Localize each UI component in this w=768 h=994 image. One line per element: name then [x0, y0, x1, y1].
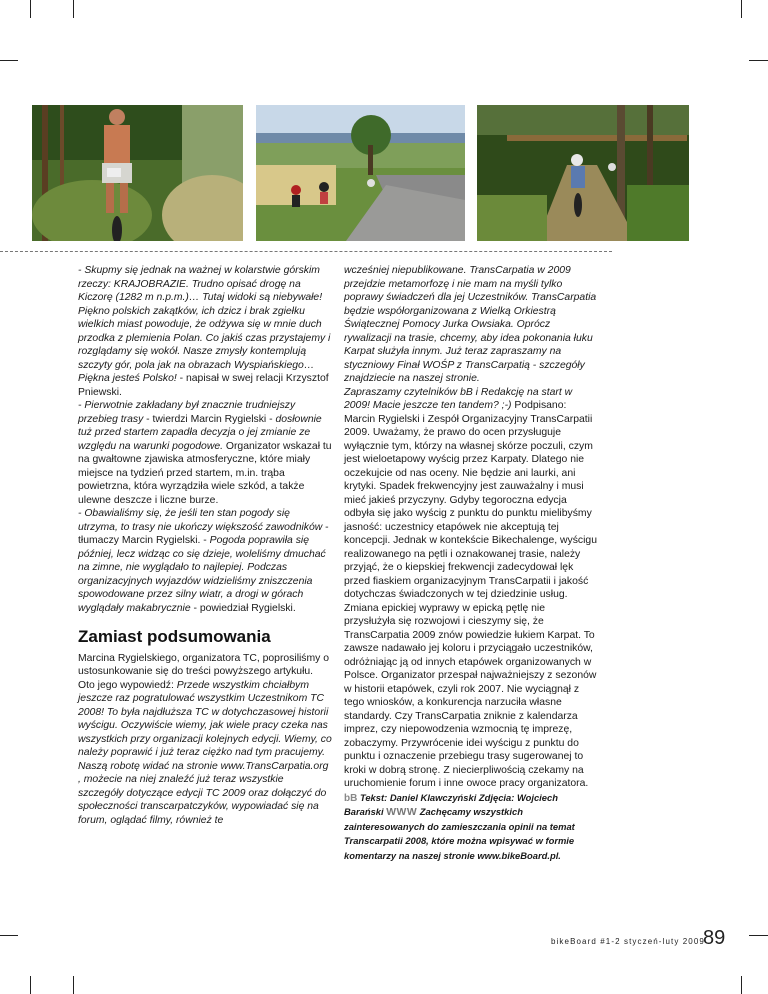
- paragraph-text: - powiedział Rygielski.: [190, 602, 296, 614]
- footer-issue: bikeBoard #1-2 styczeń-luty 2009: [551, 937, 705, 946]
- quote-text: Pogoda poprawiła się później, lecz widząc co się dzieje, woleliśmy dmuchać na zimne, nie wyglądało to najlepiej. Podczas organizacyjnych wyjazdów widzieliśmy zniszczenia spowodowane przez silny wiatr, a drogi w górach wyglądały makabrycznie: [78, 535, 326, 614]
- credits-text: Tekst: Daniel Klawczyński Zdjęcia: Wojciech Barański: [344, 791, 558, 817]
- paragraph: [78, 399, 332, 507]
- paragraph-text: - twierdzi Marcin Rygielski -: [143, 413, 276, 425]
- left-column: [78, 264, 332, 827]
- signature-text: Podpisano: Marcin Rygielski i Zespół Organizacyjny TransCarpatii 2009.: [344, 400, 593, 438]
- quote-text: - Pierwotnie zakładany był znacznie trudniejszy przebieg trasy: [78, 400, 296, 425]
- www-mark: WWW: [386, 807, 418, 818]
- paragraph-text: Uważamy, że prawo do ocen przysługuje wyłącznie tym, którzy na własnej skórze poczuli, czym jest wieloetapowy wyścig przez Karpaty. Dlatego nie oczekujcie od nas oceny. Nie będzie ani laurki, ani krytyki. Spadek frekwencyjny jest zauważalny i musi mieć jakieś przyczyny. Gdyby tegoroczna edycja odbyła się jako wyścig z punktu do punktu mielibyśmy jasność: uczestnicy etapówek nie akceptują tej koncepcji. Jednak w kontekście Bikechalenge, wyścigu realizowanego na pętli i oznakowanej trasie, należy przyjąć, że o kiepskiej frekwencji zadecydował lęk przed fiaskiem organizacyjnym TransCarpatii i jakość dotychczas świadczonych w tej dziedzinie usług.: [344, 427, 597, 600]
- credits-invite: Zachęcamy wszystkich zainteresowanych do zamieszczania opinii na temat Transcarpatii 2008, które można wpisywać w formie komentarzy na naszej stronie www.bikeBoard.pl.: [344, 806, 575, 861]
- crop-mark: [0, 60, 18, 61]
- crop-mark: [749, 935, 768, 936]
- crop-mark: [741, 976, 742, 994]
- quote-text: - Skupmy się jednak na ważnej w kolarstwie górskim rzeczy: KRAJOBRAZIE. Trudno opisać drogę na Kiczorę (1282 m n.p.m.)… Tutaj widoki są niebywałe! Piękno polskich zakątków, ich dzicz i brak zgiełku wielkich miast powoduje, że odżywa się w mnie duch przodka z plemienia Polan. Co jakiś czas przystajemy i rozglądamy się wokół. Nasze zmysły kontemplują szczyty gór, pola jak na obrazach Wyspiańskiego… Piękna jesteś Polsko!: [78, 265, 331, 384]
- crop-mark: [73, 976, 74, 994]
- section-heading: Zamiast podsumowania: [78, 627, 271, 646]
- paragraph: [344, 602, 598, 864]
- quote-text: Zapraszamy czytelników bB i Redakcję na start w 2009! Macie jeszcze ten tandem? ;-): [344, 386, 573, 411]
- bb-logo-mark: bB: [344, 792, 358, 804]
- crop-mark: [741, 0, 742, 18]
- dashed-divider: [0, 251, 612, 252]
- quote-text: wcześniej niepublikowane. TransCarpatia w 2009 przejdzie metamorfozę i nie mam na myśli tylko poprawy świadczeń dla jej Uczestników. TransCarpatia będzie współorganizowana z Wielką Orkiestrą Świątecznej Pomocy Jurka Owsiaka. Oprócz rywalizacji na trasie, chcemy, aby idea pokonania łuku Karpat służyła innym. Już teraz zapraszamy na styczniowy Finał WOŚP z TransCarpatią - szczegóły znajdziecie na naszej stronie.: [344, 265, 597, 384]
- paragraph: [344, 264, 598, 386]
- paragraph-text: - napisał w swej relacji Krzysztof Pniewski.: [78, 373, 329, 398]
- crop-mark: [0, 935, 18, 936]
- photo-forest-trail: [477, 105, 689, 241]
- crop-mark: [30, 976, 31, 994]
- photo-road-peloton: [256, 105, 465, 241]
- paragraph-text: Zmiana epickiej wyprawy w epicką pętlę nie przysłużyła się rozwojowi i cieszymy się, że TransCarpatia 2009 znów powiedzie łukiem Karpat. To zawsze nadawało jej koloru i przyciągało uczestników, odróżniając ją od innych etapówek organizowanych w Polsce. Organizator przespał najważniejszy z sezonów w historii etapówek, czyli rok 2007. Nie wyciągnął z tego wniosków, a konkurencja narzuciła własne standardy. Czy TransCarpatia zniknie z kalendarza imprez, czy niepowodzenia wzmocnią tę imprezę, zobaczymy. Przywrócenie idei wyścigu z punktu do punktu i oznaczenie przebiegu trasy sugerowanej to kroki w dobrą stronę. Z niecierpliwością czekamy na uruchomienie forum i inne owoce pracy organizatora.: [344, 602, 597, 789]
- paragraph: [78, 652, 332, 828]
- photo-rider-uphill: [32, 105, 243, 241]
- crop-mark: [73, 0, 74, 18]
- quote-text: dosłownie tuż przed startem zapadła decyzja o jej zmianie ze względu na warunki pogodowe.: [78, 413, 322, 452]
- paragraph-text: - tłumaczy Marcin Rygielski. -: [78, 521, 329, 546]
- quote-text: - Obawialiśmy się, że jeśli ten stan pogody się utrzyma, to trasy nie ukończy większość zawodników: [78, 508, 323, 533]
- paragraph: [78, 264, 332, 399]
- crop-mark: [749, 60, 768, 61]
- paragraph: [78, 507, 332, 615]
- crop-mark: [30, 0, 31, 18]
- paragraph-text: Marcina Rygielskiego, organizatora TC, poprosiliśmy o ustosunkowanie się do treści powyższego artykułu. Oto jego wypowiedź:: [78, 652, 330, 691]
- right-column: [344, 264, 598, 863]
- quote-text: Przede wszystkim chciałbym jeszcze raz pogratulować wszystkim Uczestnikom TC 2008! To była najdłuższa TC w dotychczasowej historii wyścigu. Oczywiście wiemy, jak wiele pracy czeka nas wszystkich przy organizacji kolejnych edycji. Wiemy, co należy poprawić i już teraz ciężko nad tym pracujemy. Naszą robotę widać na stronie www.TransCarpatia.org , możecie na niej znaleźć już teraz wszystkie szczegóły dotyczące edycji TC 2009 oraz dołączyć do społeczności transcarpatczyków, wypowiadać się na forum, oglądać filmy, również te: [78, 679, 332, 826]
- paragraph-text: Organizator wskazał tu na gwałtowne zjawiska atmosferyczne, które miały miejsce na tydzień przed startem, m.in. trąba powietrzna, która wyrządziła wiele szkód, a także ulewne deszcze i liczne burze.: [78, 440, 332, 506]
- page-number: 89: [703, 927, 726, 949]
- paragraph: [344, 386, 598, 602]
